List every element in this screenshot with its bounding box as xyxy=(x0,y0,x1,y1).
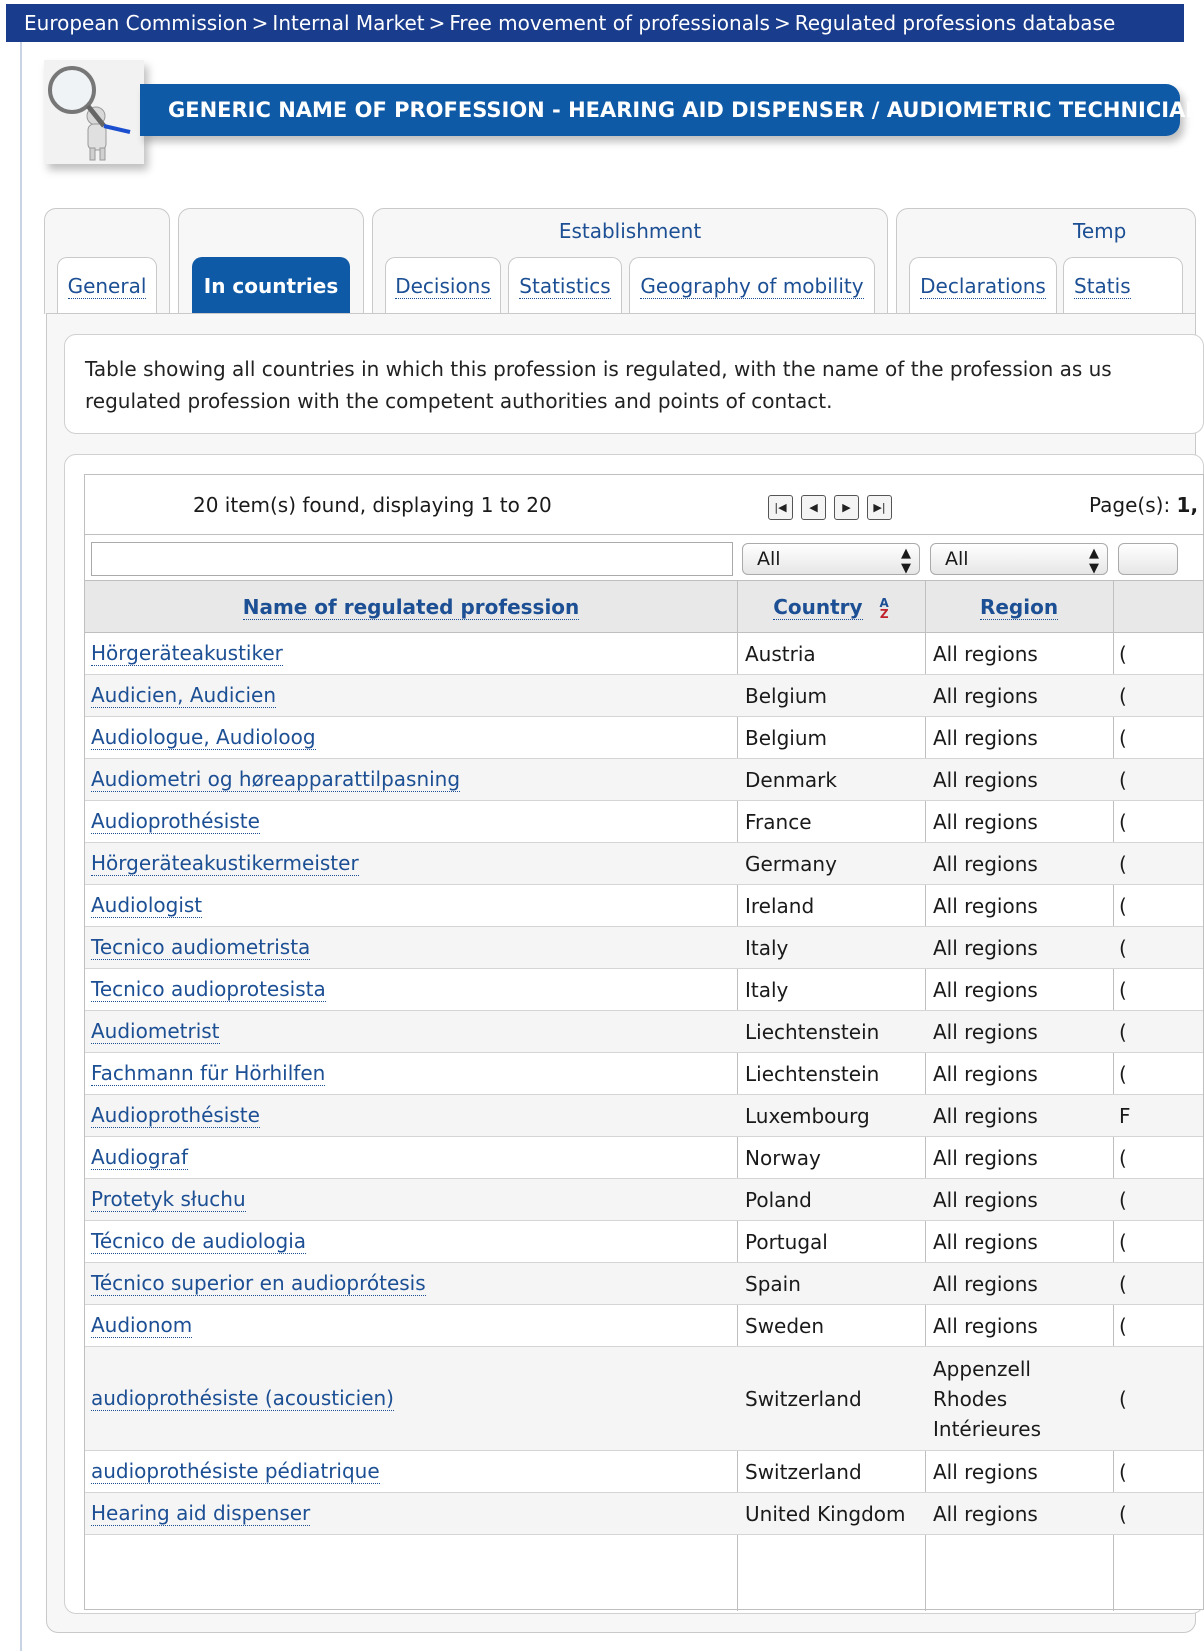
region-filter-select[interactable] xyxy=(930,543,1108,575)
truncated-cell: ( xyxy=(1119,1313,1127,1338)
items-found-text: 20 item(s) found, displaying 1 to 20 xyxy=(193,493,552,517)
truncated-cell: ( xyxy=(1119,683,1127,708)
region-cell: All regions xyxy=(933,1313,1038,1338)
region-cell: All regions xyxy=(933,1501,1038,1526)
country-cell: France xyxy=(745,809,812,834)
country-cell: Portugal xyxy=(745,1229,828,1254)
table-row xyxy=(85,675,1203,717)
truncated-cell: ( xyxy=(1119,725,1127,750)
truncated-cell: ( xyxy=(1119,977,1127,1002)
profession-name-link[interactable]: Hearing aid dispenser xyxy=(91,1501,311,1525)
profession-name-link[interactable]: Audiograf xyxy=(91,1145,189,1169)
region-cell: All regions xyxy=(933,767,1038,792)
country-cell: Ireland xyxy=(745,893,815,918)
table-row xyxy=(85,1095,1203,1137)
previous-page-button[interactable]: ◀ xyxy=(801,495,826,520)
table-row xyxy=(85,1053,1203,1095)
truncated-cell: ( xyxy=(1119,1271,1127,1296)
group-label-establishment: Establishment xyxy=(558,219,702,243)
profession-name-cell xyxy=(91,675,731,716)
profession-name-cell xyxy=(91,1305,731,1346)
breadcrumb-free-movement[interactable]: Free movement of professionals xyxy=(449,11,770,35)
profession-name-link[interactable]: audioprothésiste pédiatrique xyxy=(91,1459,380,1483)
profession-name-cell xyxy=(91,1179,731,1220)
first-page-button[interactable]: |◀ xyxy=(768,495,793,520)
tab-group-temporary xyxy=(896,208,1196,314)
select-arrows-icon: ▲ ▼ xyxy=(1089,546,1099,576)
profession-name-cell xyxy=(91,843,731,884)
filter-row xyxy=(85,535,1203,581)
tab-group-general xyxy=(44,208,170,314)
country-cell: Switzerland xyxy=(745,1459,862,1484)
professions-table xyxy=(84,474,1204,1610)
breadcrumb xyxy=(6,4,1184,42)
country-cell: Liechtenstein xyxy=(745,1061,880,1086)
profession-name-link[interactable]: Audiometrist xyxy=(91,1019,220,1043)
truncated-cell: ( xyxy=(1119,1145,1127,1170)
profession-name-link[interactable]: Hörgeräteakustikermeister xyxy=(91,851,359,875)
profession-name-link[interactable]: Audicien, Audicien xyxy=(91,683,276,707)
description-line-1: Table showing all countries in which this profession is regulated, with the name of the profession as us xyxy=(85,357,1112,381)
breadcrumb-regulated-professions-database[interactable]: Regulated professions database xyxy=(794,11,1116,35)
profession-name-cell xyxy=(91,885,731,926)
table-row xyxy=(85,717,1203,759)
region-cell: All regions xyxy=(933,1061,1038,1086)
profession-name-cell xyxy=(91,1493,731,1534)
tab-decisions[interactable]: Decisions xyxy=(385,257,501,315)
breadcrumb-european-commission[interactable]: European Commission xyxy=(24,11,248,35)
table-row xyxy=(85,1493,1203,1535)
region-cell: All regions xyxy=(933,1229,1038,1254)
pages-indicator xyxy=(1089,493,1198,517)
table-row xyxy=(85,1137,1203,1179)
profession-name-cell xyxy=(91,1095,731,1136)
region-filter-value: All xyxy=(945,548,969,570)
profession-name-cell xyxy=(91,633,731,674)
region-cell: All regions xyxy=(933,1271,1038,1296)
profession-name-link[interactable]: Protetyk słuchu xyxy=(91,1187,246,1211)
truncated-cell: ( xyxy=(1119,809,1127,834)
next-page-button[interactable]: ▶ xyxy=(834,495,859,520)
tab-general[interactable]: General xyxy=(57,257,157,315)
profession-name-cell xyxy=(91,1137,731,1178)
profession-name-link[interactable]: Audioprothésiste xyxy=(91,809,260,833)
country-cell: Italy xyxy=(745,935,789,960)
profession-name-cell xyxy=(91,801,731,842)
magnifier-logo xyxy=(44,60,144,164)
tab-geography-of-mobility[interactable]: Geography of mobility xyxy=(629,257,875,315)
region-cell: All regions xyxy=(933,935,1038,960)
region-cell: Appenzell Rhodes Intérieures xyxy=(933,1356,1041,1441)
country-cell: Switzerland xyxy=(745,1386,862,1411)
profession-name-link[interactable]: Fachmann für Hörhilfen xyxy=(91,1061,326,1085)
profession-name-cell xyxy=(91,1263,731,1304)
country-cell: Liechtenstein xyxy=(745,1019,880,1044)
breadcrumb-separator: > xyxy=(428,11,446,35)
description-line-2: regulated profession with the competent authorities and points of contact. xyxy=(85,389,833,413)
table-body xyxy=(85,633,1203,1535)
country-cell: Denmark xyxy=(745,767,837,792)
profession-name-cell xyxy=(91,1053,731,1094)
table-row xyxy=(85,885,1203,927)
table-row xyxy=(85,1451,1203,1493)
table-row xyxy=(85,927,1203,969)
table-row xyxy=(85,1011,1203,1053)
breadcrumb-separator: > xyxy=(773,11,791,35)
tab-declarations[interactable]: Declarations xyxy=(909,257,1057,315)
table-row xyxy=(85,1263,1203,1305)
truncated-cell: ( xyxy=(1119,1229,1127,1254)
country-cell: Norway xyxy=(745,1145,821,1170)
truncated-cell: ( xyxy=(1119,641,1127,666)
country-cell: Poland xyxy=(745,1187,812,1212)
region-cell: All regions xyxy=(933,1103,1038,1128)
table-row xyxy=(85,633,1203,675)
profession-name-link[interactable]: Tecnico audiometrista xyxy=(91,935,311,959)
truncated-cell: ( xyxy=(1119,767,1127,792)
pages-label: Page(s): xyxy=(1089,493,1171,517)
profession-name-link[interactable]: Audiologist xyxy=(91,893,203,917)
country-filter-select[interactable] xyxy=(742,543,920,575)
profession-name-filter-input[interactable] xyxy=(91,542,733,576)
pager-buttons xyxy=(768,495,892,520)
profession-name-link[interactable]: Tecnico audioprotesista xyxy=(91,977,326,1001)
tab-statistics-temporary[interactable]: Statis xyxy=(1063,257,1183,315)
truncated-cell: ( xyxy=(1119,1019,1127,1044)
country-cell: Luxembourg xyxy=(745,1103,870,1128)
header-region[interactable]: Region xyxy=(979,595,1059,619)
truncated-cell: ( xyxy=(1119,1501,1127,1526)
truncated-cell: ( xyxy=(1119,935,1127,960)
tab-group-in-countries xyxy=(178,208,364,314)
profession-name-link[interactable]: Audionom xyxy=(91,1313,193,1337)
pager-row xyxy=(85,475,1203,535)
truncated-cell: ( xyxy=(1119,1187,1127,1212)
table-row xyxy=(85,843,1203,885)
table-header-row xyxy=(85,581,1203,633)
country-cell: Italy xyxy=(745,977,789,1002)
region-cell: All regions xyxy=(933,851,1038,876)
country-filter-value: All xyxy=(757,548,781,570)
profession-name-link[interactable]: Audioprothésiste xyxy=(91,1103,260,1127)
region-cell: All regions xyxy=(933,1187,1038,1212)
region-cell: All regions xyxy=(933,725,1038,750)
profession-name-cell xyxy=(91,759,731,800)
region-cell: All regions xyxy=(933,1459,1038,1484)
header-country[interactable]: Country A Z xyxy=(773,595,889,621)
extra-filter-select[interactable] xyxy=(1118,543,1178,575)
country-cell: Belgium xyxy=(745,725,827,750)
profession-name-link[interactable]: audioprothésiste (acousticien) xyxy=(91,1386,394,1410)
truncated-cell: ( xyxy=(1119,1061,1127,1086)
region-cell: All regions xyxy=(933,1019,1038,1044)
table-row xyxy=(85,1179,1203,1221)
table-row xyxy=(85,801,1203,843)
header-name[interactable]: Name of regulated profession xyxy=(242,595,580,619)
country-cell: Austria xyxy=(745,641,816,666)
profession-name-cell xyxy=(91,969,731,1010)
breadcrumb-separator: > xyxy=(251,11,269,35)
sort-az-icon[interactable]: A Z xyxy=(879,595,889,621)
table-row xyxy=(85,969,1203,1011)
truncated-cell: ( xyxy=(1119,1386,1127,1411)
last-page-button[interactable]: ▶| xyxy=(867,495,892,520)
page-left-border xyxy=(20,40,22,1651)
table-row xyxy=(85,759,1203,801)
profession-name-link[interactable]: Audiologue, Audioloog xyxy=(91,725,316,749)
table-row xyxy=(85,1221,1203,1263)
truncated-cell: ( xyxy=(1119,851,1127,876)
page-link-1[interactable]: 1, xyxy=(1176,493,1199,517)
country-cell: United Kingdom xyxy=(745,1501,906,1526)
tab-group-establishment xyxy=(372,208,888,314)
profession-name-cell xyxy=(91,1011,731,1052)
region-cell: All regions xyxy=(933,683,1038,708)
magnifier-figure-icon xyxy=(44,60,144,164)
country-cell: Belgium xyxy=(745,683,827,708)
table-row xyxy=(85,1347,1203,1451)
group-label-temp: Temp xyxy=(1073,219,1127,243)
profession-name-cell xyxy=(91,717,731,758)
tab-statistics[interactable]: Statistics xyxy=(508,257,622,315)
description-box xyxy=(64,334,1204,434)
region-cell: All regions xyxy=(933,641,1038,666)
truncated-cell: ( xyxy=(1119,893,1127,918)
truncated-cell: ( xyxy=(1119,1459,1127,1484)
profession-name-cell xyxy=(91,1347,731,1450)
page-title: GENERIC NAME OF PROFESSION - HEARING AID DISPENSER / AUDIOMETRIC TECHNICIAN xyxy=(140,84,1180,136)
profession-name-cell xyxy=(91,927,731,968)
region-cell: All regions xyxy=(933,893,1038,918)
region-cell: All regions xyxy=(933,809,1038,834)
country-cell: Germany xyxy=(745,851,837,876)
profession-name-link[interactable]: Hörgeräteakustiker xyxy=(91,641,283,665)
table-row xyxy=(85,1305,1203,1347)
country-cell: Spain xyxy=(745,1271,801,1296)
profession-name-cell xyxy=(91,1451,731,1492)
country-cell: Sweden xyxy=(745,1313,825,1338)
breadcrumb-internal-market[interactable]: Internal Market xyxy=(272,11,425,35)
region-cell: All regions xyxy=(933,1145,1038,1170)
select-arrows-icon: ▲ ▼ xyxy=(901,546,911,576)
truncated-cell: F xyxy=(1119,1103,1131,1128)
profession-name-link[interactable]: Audiometri og høreapparattilpasning xyxy=(91,767,461,791)
profession-name-cell xyxy=(91,1221,731,1262)
tab-in-countries[interactable]: In countries xyxy=(192,257,350,315)
profession-name-link[interactable]: Técnico superior en audioprótesis xyxy=(91,1271,426,1295)
profession-name-link[interactable]: Técnico de audiologia xyxy=(91,1229,307,1253)
region-cell: All regions xyxy=(933,977,1038,1002)
